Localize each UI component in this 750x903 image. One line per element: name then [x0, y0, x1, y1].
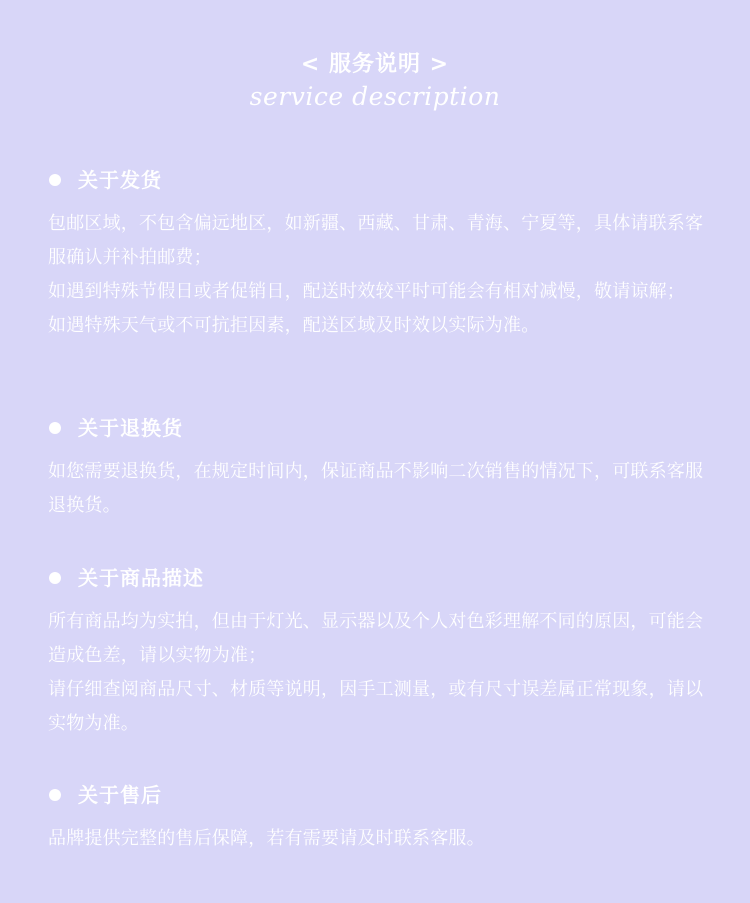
section-body — [48, 207, 708, 343]
section-heading — [48, 561, 708, 595]
page-header — [0, 48, 750, 112]
paragraph: 如您需要退换货，在规定时间内，保证商品不影响二次销售的情况下，可联系客服退换货。 — [48, 461, 704, 516]
page-subtitle: service description — [249, 82, 501, 111]
section-body — [48, 605, 708, 741]
section-shipping — [48, 163, 708, 343]
section-title: 关于售后 — [78, 783, 162, 807]
paragraph: 品牌提供完整的售后保障，若有需要请及时联系客服。 — [48, 828, 485, 849]
paragraph: 所有商品均为实拍，但由于灯光、显示器以及个人对色彩理解不同的原因，可能会造成色差，请以实物为准； — [48, 611, 704, 666]
section-title: 关于商品描述 — [78, 566, 204, 590]
section-body — [48, 455, 708, 523]
section-returns — [48, 411, 708, 523]
section-body — [48, 822, 708, 856]
paragraph: 如遇特殊天气或不可抗拒因素，配送区域及时效以实际为准。 — [48, 315, 540, 336]
page-title: < 服务说明 > — [300, 52, 450, 77]
section-title: 关于退换货 — [78, 416, 183, 440]
paragraph: 如遇到特殊节假日或者促销日，配送时效较平时可能会有相对减慢，敬请谅解； — [48, 281, 685, 302]
bullet-icon — [49, 422, 61, 434]
bullet-icon — [49, 174, 61, 186]
section-heading — [48, 411, 708, 445]
section-heading — [48, 778, 708, 812]
bullet-icon — [49, 572, 61, 584]
paragraph: 请仔细查阅商品尺寸、材质等说明，因手工测量，或有尺寸误差属正常现象，请以实物为准。 — [48, 679, 704, 734]
section-after-sales — [48, 778, 708, 856]
section-product-description — [48, 561, 708, 741]
section-title: 关于发货 — [78, 168, 162, 192]
bullet-icon — [49, 789, 61, 801]
paragraph: 包邮区域，不包含偏远地区，如新疆、西藏、甘肃、青海、宁夏等，具体请联系客服确认并补拍邮费； — [48, 213, 704, 268]
section-heading — [48, 163, 708, 197]
